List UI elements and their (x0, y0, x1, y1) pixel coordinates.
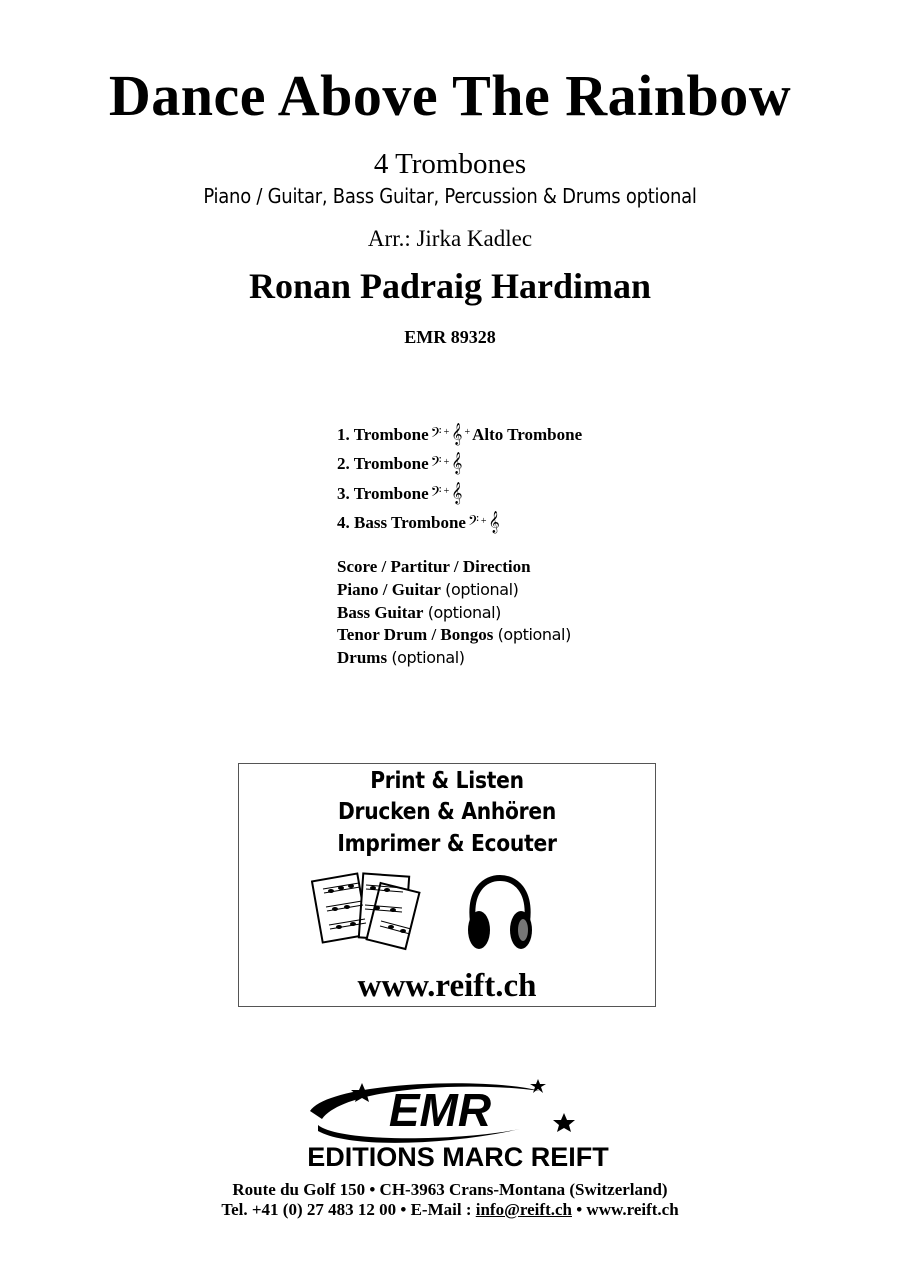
website-text: • www.reift.ch (571, 1200, 679, 1219)
extra-part (337, 624, 571, 647)
part-item (337, 509, 582, 539)
plus-sign: + (443, 456, 450, 468)
part-item (337, 450, 582, 480)
promo-line-de: Drucken & Anhören (337, 799, 556, 825)
bass-clef-icon: 𝄢 (430, 424, 442, 444)
emr-logo-text: EMR (388, 1084, 492, 1136)
sheet-music-icon (311, 869, 423, 955)
extra-part (337, 579, 571, 602)
part-suffix: Alto Trombone (472, 424, 583, 444)
plus-sign: + (443, 486, 450, 498)
plus-sign: + (464, 427, 471, 439)
bass-clef-icon: 𝄢 (467, 513, 479, 533)
ensemble-subtitle: 4 Trombones (373, 148, 527, 180)
headphones-icon (465, 874, 535, 954)
extra-part-note: (optional) (445, 579, 519, 599)
composer: Ronan Padraig Hardiman (248, 266, 652, 306)
bass-clef-icon: 𝄢 (430, 483, 442, 503)
extra-part-label: Tenor Drum / Bongos (337, 625, 494, 645)
treble-clef-icon: 𝄞 (451, 453, 463, 475)
extra-part-label: Bass Guitar (337, 602, 424, 622)
bass-clef-icon: 𝄢 (430, 454, 442, 474)
extra-part (337, 602, 571, 625)
extra-part-note: (optional) (427, 602, 502, 622)
extra-parts-list (337, 556, 571, 670)
part-item (337, 479, 582, 509)
print-listen-box (238, 763, 656, 1007)
emr-logo (240, 1075, 680, 1170)
part-label: 3. Trombone (337, 483, 429, 503)
treble-clef-icon: 𝄞 (451, 423, 463, 445)
instrumentation-note: Piano / Guitar, Bass Guitar, Percussion & Drums optional (203, 184, 697, 208)
promo-line-en: Print & Listen (370, 768, 524, 794)
part-label: 2. Trombone (337, 454, 429, 474)
publisher-contact (0, 1200, 900, 1220)
plus-sign: + (480, 515, 487, 527)
email-link[interactable]: info@reift.ch (475, 1200, 572, 1219)
publisher-name: EDITIONS MARC REIFT (307, 1142, 609, 1170)
piece-title: Dance Above The Rainbow (108, 63, 792, 128)
parts-list (337, 420, 582, 538)
phone-text: Tel. +41 (0) 27 483 12 00 • E-Mail : (221, 1200, 476, 1219)
treble-clef-icon: 𝄞 (451, 482, 463, 504)
publisher-address: Route du Golf 150 • CH-3963 Crans-Montana (Switzerland) (232, 1180, 668, 1199)
extra-part-label: Score / Partitur / Direction (337, 557, 531, 576)
part-item (337, 420, 582, 450)
extra-part-label: Drums (337, 648, 388, 668)
promo-line-fr: Imprimer & Ecouter (337, 831, 557, 857)
part-label: 1. Trombone (337, 424, 429, 444)
catalog-number: EMR 89328 (404, 327, 496, 347)
treble-clef-icon: 𝄞 (488, 512, 500, 534)
extra-part (337, 647, 571, 670)
plus-sign: + (443, 427, 450, 439)
promo-url[interactable]: www.reift.ch (357, 968, 537, 1004)
extra-part-label: Piano / Guitar (337, 579, 441, 599)
extra-part-note: (optional) (391, 648, 465, 668)
extra-part-note: (optional) (497, 625, 571, 645)
arranger: Arr.: Jirka Kadlec (367, 226, 533, 251)
extra-part (337, 556, 571, 579)
part-label: 4. Bass Trombone (337, 513, 466, 533)
